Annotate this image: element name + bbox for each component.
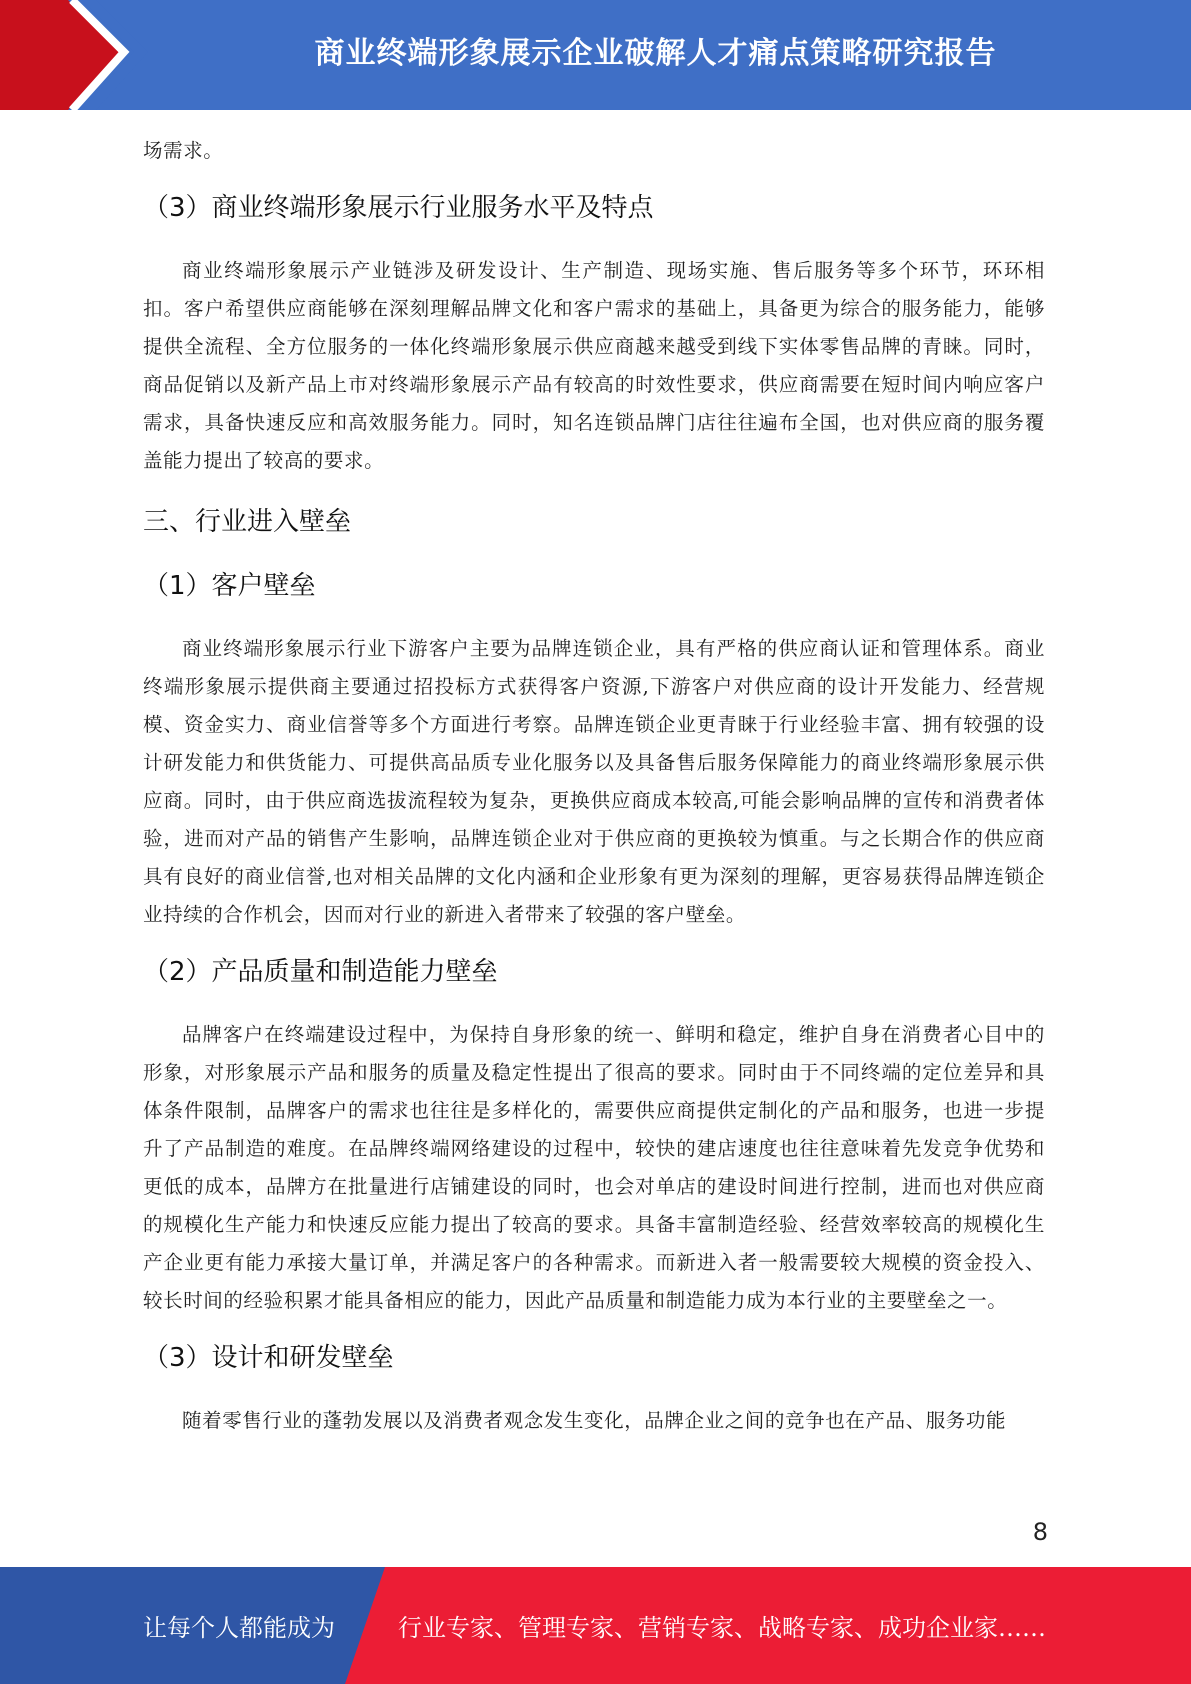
paragraph: 随着零售行业的蓬勃发展以及消费者观念发生变化，品牌企业之间的竞争也在产品、服务功能 (182, 1409, 1007, 1432)
paragraph: 商业终端形象展示行业下游客户主要为品牌连锁企业，具有严格的供应商认证和管理体系。商业终端形象展示提供商主要通过招投标方式获得客户资源,下游客户对供应商的设计开发能力、经营规模、资金实力、商业信誉等多个方面进行考察。品牌连锁企业更青睐于行业经验丰富、拥有较强的设计研发能力和供货能力、可提供高品质专业化服务以及具备售后服务保障能力的商业终端形象展示供应商。同时，由于供应商选拔流程较为复杂，更换供应商成本较高,可能会影响品牌的宣传和消费者体验，进而对产品的销售产生影响，品牌连锁企业对于供应商的更换较为慎重。与之长期合作的供应商具有良好的商业信誉,也对相关品牌的文化内涵和企业形象有更为深刻的理解，更容易获得品牌连锁企业持续的合作机会，因而对行业的新进入者带来了较强的客户壁垒。 (143, 637, 1045, 926)
paragraph: 品牌客户在终端建设过程中，为保持自身形象的统一、鲜明和稳定，维护自身在消费者心目中的形象，对形象展示产品和服务的质量及稳定性提出了很高的要求。同时由于不同终端的定位差异和具体条件限制，品牌客户的需求也往往是多样化的，需要供应商提供定制化的产品和服务，也进一步提升了产品制造的难度。在品牌终端网络建设的过程中，较快的建店速度也往往意味着先发竞争优势和更低的成本，品牌方在批量进行店铺建设的同时，也会对单店的建设时间进行控制，进而也对供应商的规模化生产能力和快速反应能力提出了较高的要求。具备丰富制造经验、经营效率较高的规模化生产企业更有能力承接大量订单，并满足客户的各种需求。而新进入者一般需要较大规模的资金投入、较长时间的经验积累才能具备相应的能力，因此产品质量和制造能力成为本行业的主要壁垒之一。 (143, 1023, 1045, 1312)
subsection-heading: （1）客户壁垒 (143, 571, 316, 601)
header-arrow-decoration (0, 0, 160, 110)
page-title: 商业终端形象展示企业破解人才痛点策略研究报告 (314, 36, 997, 71)
page-number: 8 (1032, 1518, 1048, 1546)
subsection-heading: （3）设计和研发壁垒 (143, 1343, 394, 1373)
page-header (0, 0, 1191, 110)
paragraph: 场需求。 (143, 139, 224, 162)
footer-slogan-right: 行业专家、管理专家、营销专家、战略专家、成功企业家…… (398, 1614, 1046, 1642)
page-footer (0, 1567, 1191, 1684)
paragraph: 商业终端形象展示产业链涉及研发设计、生产制造、现场实施、售后服务等多个环节，环环相扣。客户希望供应商能够在深刻理解品牌文化和客户需求的基础上，具备更为综合的服务能力，能够提供全流程、全方位服务的一体化终端形象展示供应商越来越受到线下实体零售品牌的青睐。同时，商品促销以及新产品上市对终端形象展示产品有较高的时效性要求，供应商需要在短时间内响应客户需求，具备快速反应和高效服务能力。同时，知名连锁品牌门店往往遍布全国，也对供应商的服务覆盖能力提出了较高的要求。 (143, 259, 1045, 472)
subsection-heading: （3）商业终端形象展示行业服务水平及特点 (143, 193, 654, 223)
footer-slogan-left: 让每个人都能成为 (143, 1614, 335, 1642)
document-body (143, 132, 1045, 1440)
section-heading: 三、行业进入壁垒 (143, 507, 352, 537)
subsection-heading: （2）产品质量和制造能力壁垒 (143, 957, 498, 987)
